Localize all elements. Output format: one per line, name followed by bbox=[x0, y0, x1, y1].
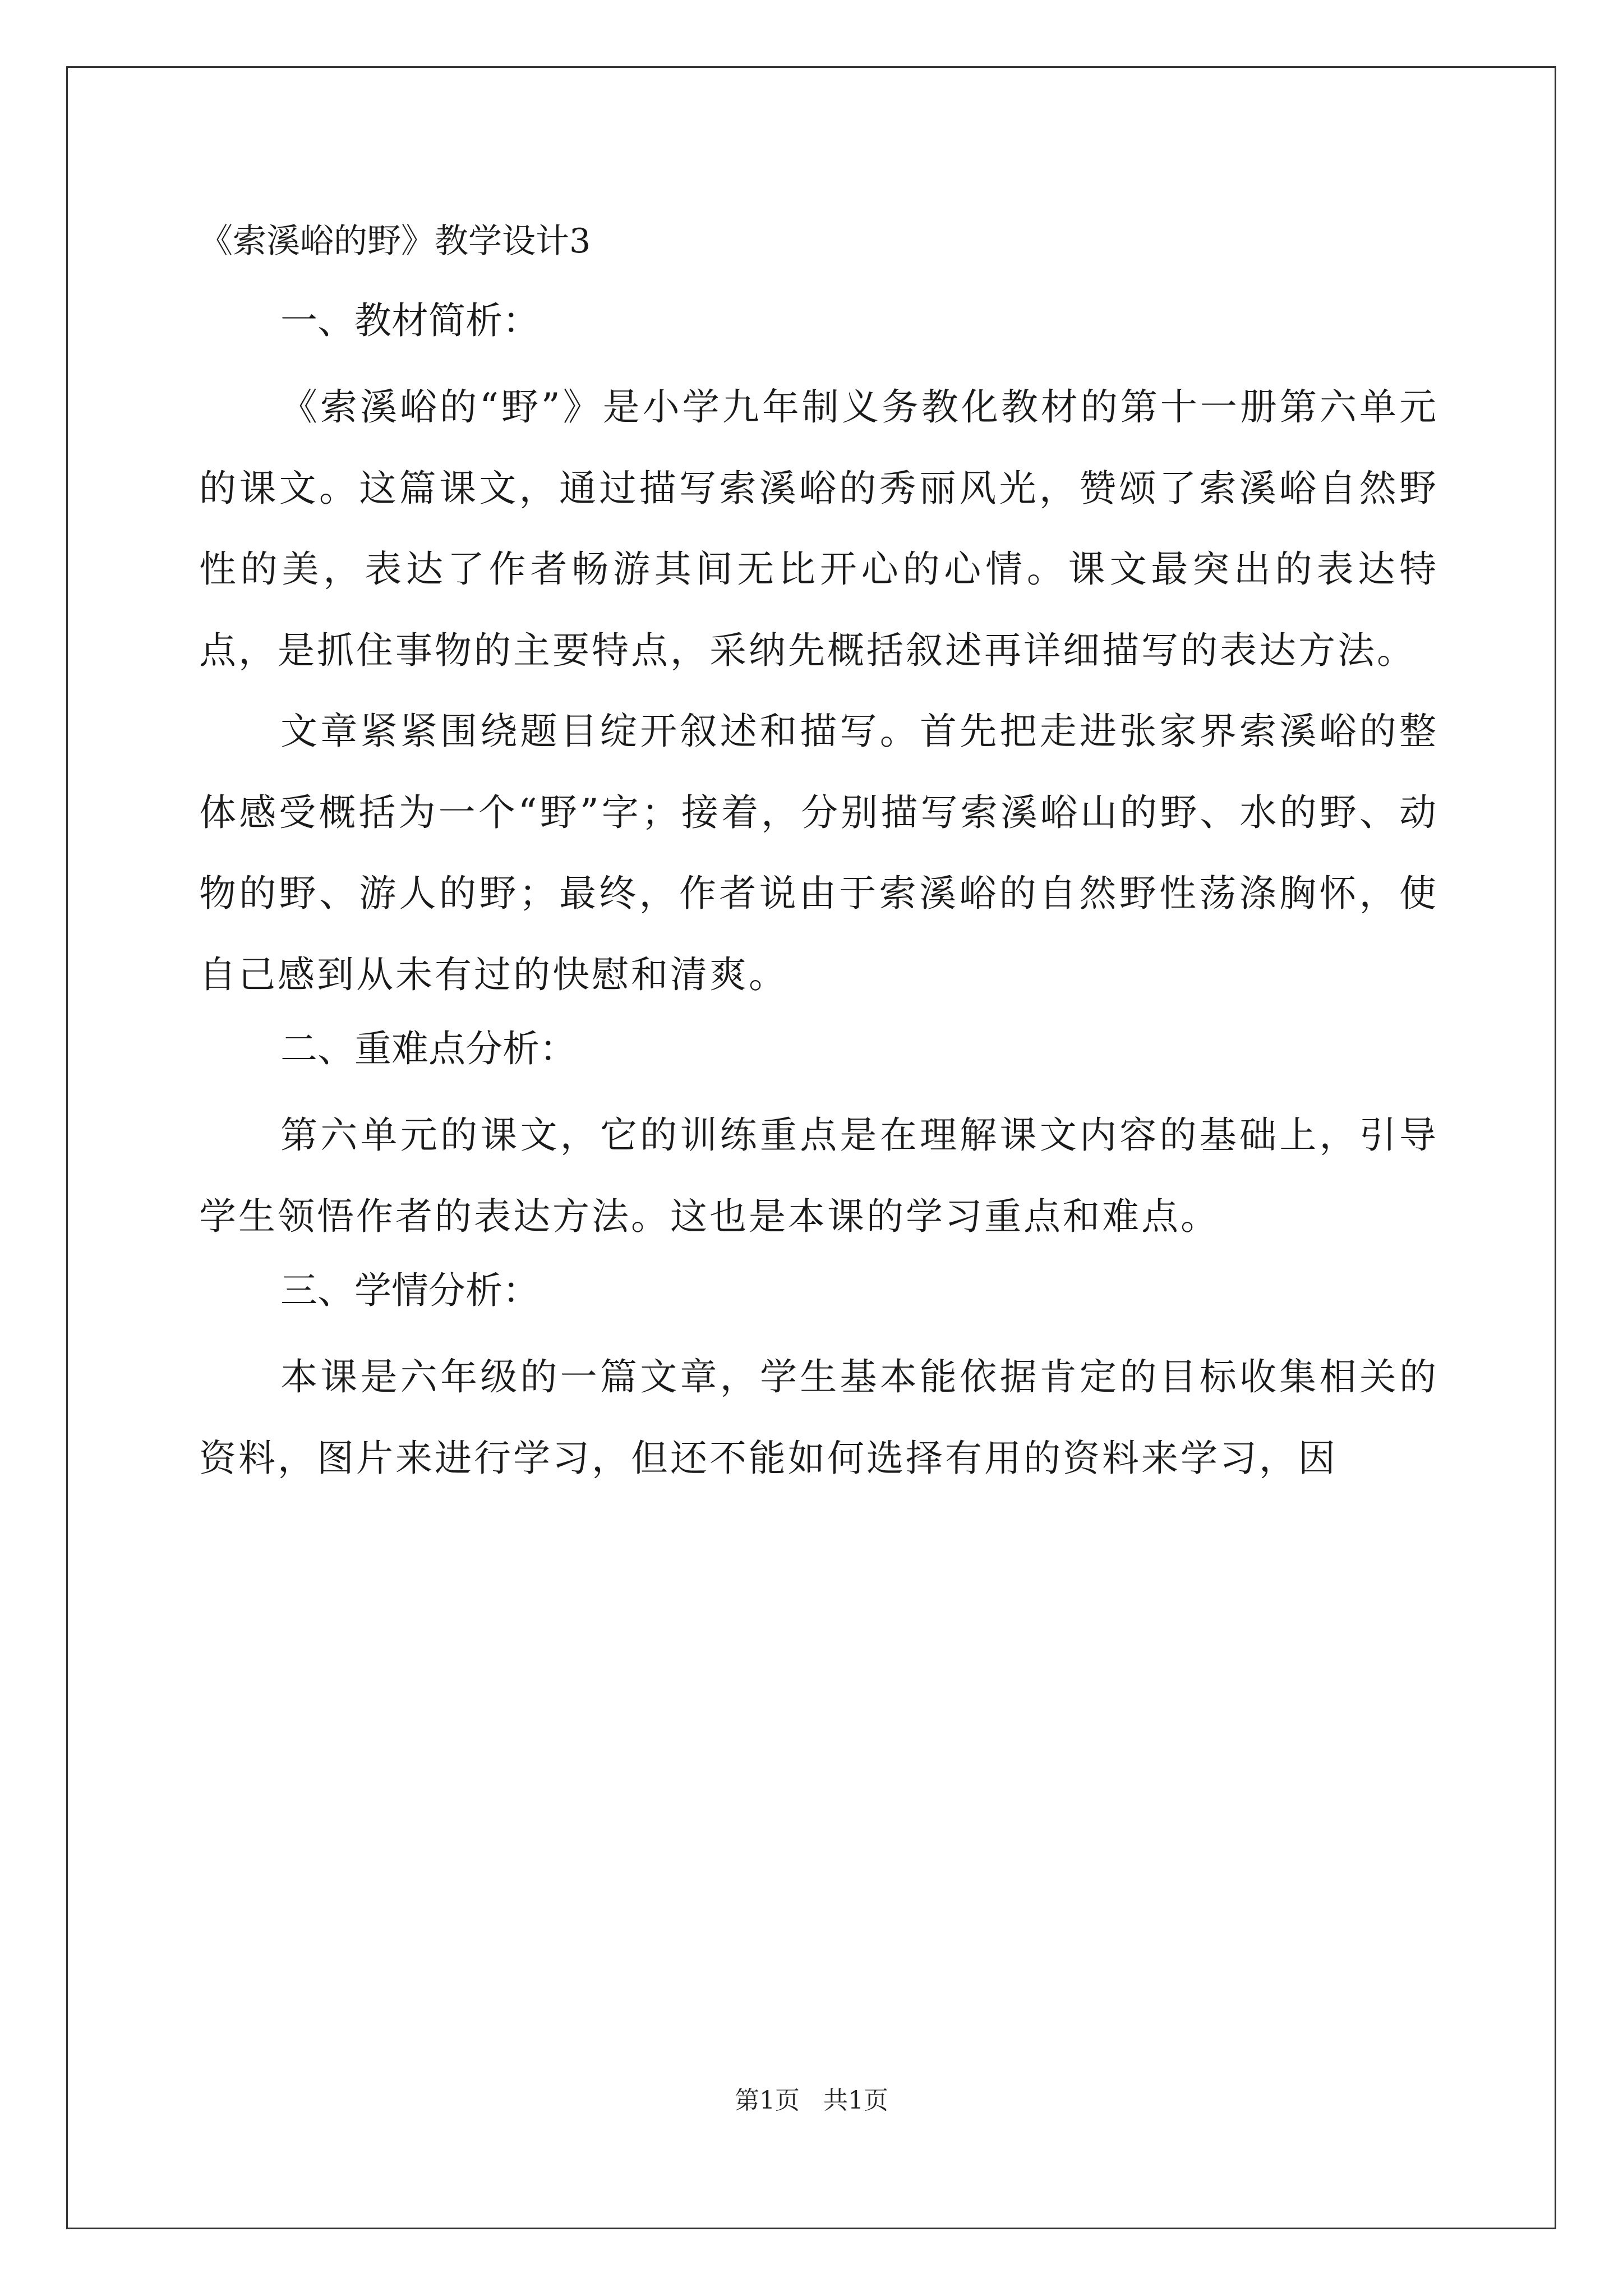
document-title: 《索溪峪的野》教学设计3 bbox=[199, 222, 591, 261]
document-body bbox=[199, 208, 1438, 1499]
paragraph-key-points: 第六单元的课文，它的训练重点是在理解课文内容的基础上，引导学生领悟作者的表达方法。这也是本课的学习重点和难点。 bbox=[199, 1114, 1438, 1238]
paragraph-article-structure: 文章紧紧围绕题目绽开叙述和描写。首先把走进张家界索溪峪的整体感受概括为一个“野”字；接着，分别描写索溪峪山的野、水的野、动物的野、游人的野；最终，作者说由于索溪峪的自然野性荡涤胸怀，使自己感到从未有过的快慰和清爽。 bbox=[199, 710, 1438, 996]
section-heading-key-points: 二、重难点分析： bbox=[280, 1027, 577, 1070]
paragraph-textbook-intro: 《索溪峪的“野”》是小学九年制义务教化教材的第十一册第六单元的课文。这篇课文，通过描写索溪峪的秀丽风光，赞颂了索溪峪自然野性的美，表达了作者畅游其间无比开心的心情。课文最突出的表达特点，是抓住事物的主要特点，采纳先概括叙述再详细描写的表达方法。 bbox=[199, 385, 1438, 672]
paragraph-learner-analysis: 本课是六年级的一篇文章，学生基本能依据肯定的目标收集相关的资料，图片来进行学习，但还不能如何选择有用的资料来学习，因 bbox=[199, 1355, 1438, 1480]
page-footer: 第1页 共1页 bbox=[735, 2086, 888, 2115]
section-heading-learner-analysis: 三、学情分析： bbox=[280, 1269, 540, 1312]
section-heading-textbook-analysis: 一、教材简析： bbox=[280, 299, 540, 342]
